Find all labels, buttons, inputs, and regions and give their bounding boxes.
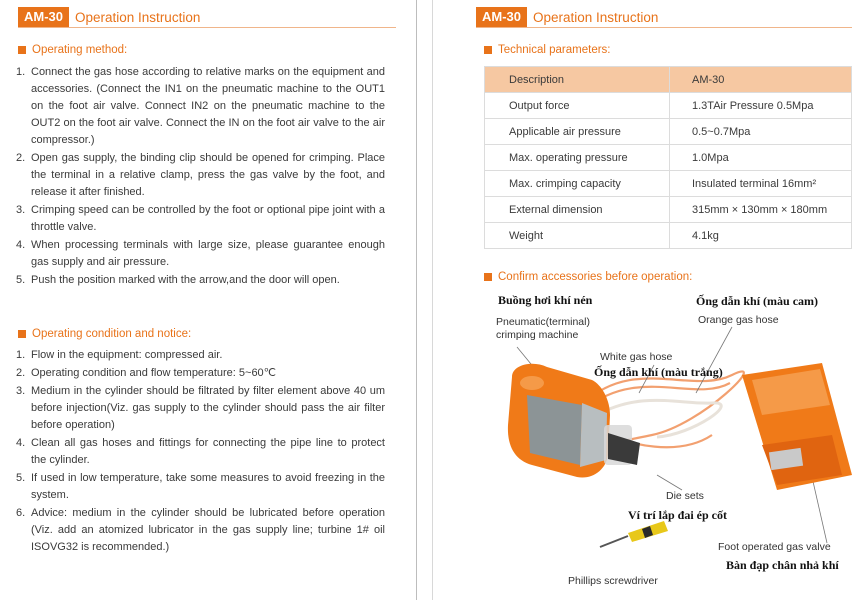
- table-row: [485, 223, 852, 249]
- label-white-hose: White gas hose: [600, 351, 673, 363]
- list-number: 4.: [16, 437, 26, 449]
- section-heading-operating-condition: [18, 328, 191, 340]
- table-row: [485, 93, 852, 119]
- table-cell: Insulated terminal 16mm²: [670, 171, 852, 197]
- table-cell: Weight: [485, 223, 670, 249]
- table-cell: Output force: [485, 93, 670, 119]
- list-number: 1.: [16, 66, 26, 78]
- right-header: [476, 7, 658, 27]
- table-header-row: [485, 67, 852, 93]
- table-cell: Max. crimping capacity: [485, 171, 670, 197]
- header-rule: [18, 27, 396, 28]
- section-title: Operating condition and notice:: [32, 328, 192, 340]
- bullet-square-icon: [484, 46, 492, 54]
- label-foot-valve: Foot operated gas valve: [718, 541, 831, 553]
- list-item: [16, 64, 385, 149]
- section-title: Operating method:: [32, 44, 128, 56]
- table-cell: 4.1kg: [670, 223, 852, 249]
- list-text: Push the position marked with the arrow,and the door will open.: [31, 274, 340, 286]
- table-row: [485, 145, 852, 171]
- operating-condition-list: [16, 347, 385, 557]
- list-number: 2.: [16, 152, 26, 164]
- label-screwdriver: Phillips screwdriver: [568, 575, 658, 587]
- technical-parameters-table: [484, 66, 852, 249]
- table-header-cell: AM-30: [670, 67, 852, 93]
- label-orange-hose: Orange gas hose: [698, 314, 779, 326]
- page-title: Operation Instruction: [533, 9, 659, 25]
- table-cell: 315mm × 130mm × 180mm: [670, 197, 852, 223]
- list-number: 5.: [16, 472, 26, 484]
- list-item: [16, 202, 385, 236]
- bullet-square-icon: [18, 330, 26, 338]
- list-item: [16, 365, 385, 382]
- list-text: Advice: medium in the cylinder should be lubricated before operation (Viz. add an atomized lubricator in the gas supply line; turbine 1# oil ISOVG32 is recommended.): [31, 507, 385, 553]
- screwdriver-icon: [600, 521, 668, 547]
- list-text: Connect the gas hose according to relative marks on the equipment and accessories. (Connect the IN1 on the pneumatic machine to the OUT1 on the foot air valve. Connect IN2 on the pneumatic machine to the OUT2 on the foot air valve. Connect the IN on the foot air valve to the air compressor.): [31, 66, 385, 146]
- model-tag: AM-30: [476, 7, 527, 27]
- table-cell: 1.3TAir Pressure 0.5Mpa: [670, 93, 852, 119]
- label-die-sets: Die sets: [666, 490, 704, 502]
- list-item: [16, 237, 385, 271]
- list-number: 3.: [16, 385, 26, 397]
- table-cell: External dimension: [485, 197, 670, 223]
- list-text: Clean all gas hoses and fittings for connecting the pipe line to protect the cylinder.: [31, 437, 385, 466]
- viet-note-die-sets: Ví trí lắp đai ép cốt: [628, 508, 727, 522]
- list-number: 2.: [16, 367, 26, 379]
- section-title: Technical parameters:: [498, 44, 611, 56]
- table-cell: Applicable air pressure: [485, 119, 670, 145]
- list-text: When processing terminals with large size, please guarantee enough gas supply and air pressure.: [31, 239, 385, 268]
- list-text: Medium in the cylinder should be filtrated by filter element above 40 um before injection(Viz. gas supply to the cylinder should pass the air filter before operation): [31, 385, 385, 431]
- table-cell: 0.5~0.7Mpa: [670, 119, 852, 145]
- foot-valve-icon: [742, 363, 852, 490]
- list-item: [16, 383, 385, 434]
- table-row: [485, 171, 852, 197]
- right-page: [432, 0, 862, 600]
- viet-note-orange-hose: Ống dẫn khí (màu cam): [696, 294, 819, 308]
- viet-note-foot-valve: Bàn đạp chân nhả khí: [726, 558, 839, 572]
- list-text: Open gas supply, the binding clip should be opened for crimping. Place the terminal in a relative clamp, press the gas valve by the foot, and release it after finished.: [31, 152, 385, 198]
- list-item: [16, 272, 385, 289]
- list-item: [16, 435, 385, 469]
- list-number: 6.: [16, 507, 26, 519]
- label-crimping-machine: Pneumatic(terminal) crimping machine: [496, 316, 590, 341]
- list-number: 1.: [16, 349, 26, 361]
- section-heading-operating-method: [18, 44, 127, 56]
- table-body: [485, 93, 852, 249]
- list-item: [16, 470, 385, 504]
- bullet-square-icon: [484, 273, 492, 281]
- header-rule: [476, 27, 852, 28]
- list-number: 4.: [16, 239, 26, 251]
- viet-note-white-hose: Ống dẫn khí (màu trắng): [594, 365, 723, 379]
- section-heading-accessories: [484, 271, 692, 283]
- list-number: 3.: [16, 204, 26, 216]
- table-row: [485, 197, 852, 223]
- section-heading-technical: [484, 44, 611, 56]
- table-row: [485, 119, 852, 145]
- table-cell: Max. operating pressure: [485, 145, 670, 171]
- list-item: [16, 347, 385, 364]
- operating-method-list: [16, 64, 385, 290]
- page-divider: [416, 0, 417, 600]
- list-number: 5.: [16, 274, 26, 286]
- bullet-square-icon: [18, 46, 26, 54]
- page-title: Operation Instruction: [75, 9, 201, 25]
- section-title: Confirm accessories before operation:: [498, 271, 693, 283]
- left-header: [18, 7, 200, 27]
- list-text: Operating condition and flow temperature: 5~60℃: [31, 367, 277, 379]
- crimping-machine-icon: [508, 364, 640, 478]
- list-item: [16, 505, 385, 556]
- table-cell: 1.0Mpa: [670, 145, 852, 171]
- list-item: [16, 150, 385, 201]
- list-text: Flow in the equipment: compressed air.: [31, 349, 223, 361]
- list-text: If used in low temperature, take some measures to avoid freezing in the system.: [31, 472, 385, 501]
- table-header-cell: Description: [485, 67, 670, 93]
- viet-note-machine: Buồng hơi khí nén: [498, 293, 593, 307]
- list-text: Crimping speed can be controlled by the foot or optional pipe joint with a throttle valve.: [31, 204, 385, 233]
- model-tag: AM-30: [18, 7, 69, 27]
